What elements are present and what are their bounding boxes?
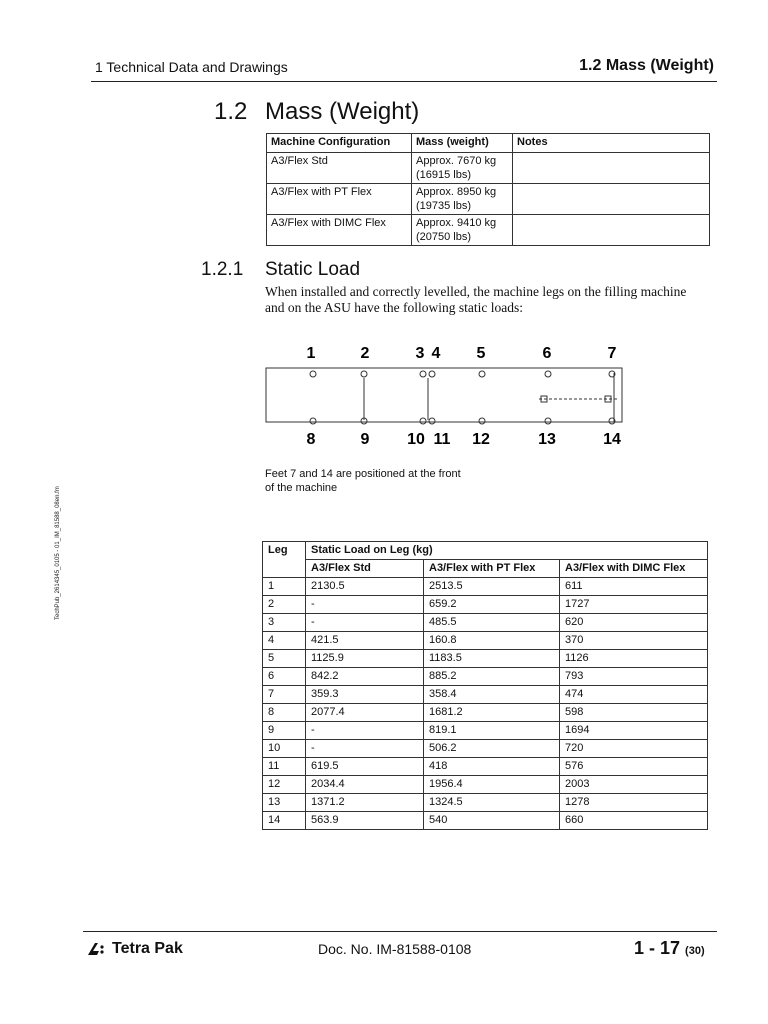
leg-label: 8 (306, 431, 316, 448)
leg-label: 5 (476, 345, 486, 362)
foot-marker (361, 371, 367, 377)
table-row (267, 215, 710, 246)
footer-divider (83, 931, 717, 932)
leg-label: 3 (415, 345, 425, 362)
header-section: 1.2 Mass (Weight) (579, 57, 714, 74)
section-title: Mass (Weight) (265, 98, 420, 125)
mass-cell: Approx. 7670 kg (16915 lbs) (412, 153, 513, 184)
column-header: Leg (263, 542, 306, 578)
leg-label: 14 (603, 431, 621, 448)
load-cell: 793 (560, 668, 708, 686)
leg-cell: 13 (263, 794, 306, 812)
column-group-header: Static Load on Leg (kg) (306, 542, 708, 560)
subsection-title: Static Load (265, 259, 361, 280)
foot-marker (479, 418, 485, 424)
machine-outline (266, 368, 622, 422)
load-cell: 576 (560, 758, 708, 776)
table-row (263, 812, 708, 830)
leg-label: 1 (306, 345, 316, 362)
config-cell: A3/Flex Std (267, 153, 412, 184)
page-number-value: 1 - 17 (634, 938, 681, 958)
load-cell: 2003 (560, 776, 708, 794)
load-cell: 720 (560, 740, 708, 758)
load-cell: 563.9 (306, 812, 424, 830)
load-cell: 1125.9 (306, 650, 424, 668)
table-row (263, 758, 708, 776)
load-cell: 418 (424, 758, 560, 776)
load-cell: 885.2 (424, 668, 560, 686)
subsection-number: 1.2.1 (201, 259, 244, 280)
load-cell: 1371.2 (306, 794, 424, 812)
leg-cell: 11 (263, 758, 306, 776)
leg-cell: 3 (263, 614, 306, 632)
load-cell: 2034.4 (306, 776, 424, 794)
load-cell: 358.4 (424, 686, 560, 704)
leg-cell: 4 (263, 632, 306, 650)
load-cell: 2077.4 (306, 704, 424, 722)
load-cell: 1278 (560, 794, 708, 812)
side-file-reference: TechPub_2614345_0105 - 01_IM_81588_08en.fm (55, 486, 61, 620)
notes-cell (513, 184, 710, 215)
leg-label: 10 (407, 431, 425, 448)
section-number: 1.2 (214, 98, 248, 125)
table-row (263, 668, 708, 686)
load-cell: 598 (560, 704, 708, 722)
leg-cell: 1 (263, 578, 306, 596)
load-cell: 1694 (560, 722, 708, 740)
load-cell: 842.2 (306, 668, 424, 686)
table-row (263, 776, 708, 794)
leg-label: 6 (542, 345, 552, 362)
tetra-pak-logo (86, 940, 183, 958)
load-cell: 506.2 (424, 740, 560, 758)
load-cell: 474 (560, 686, 708, 704)
table-row (267, 153, 710, 184)
load-cell: 1324.5 (424, 794, 560, 812)
table-row (267, 184, 710, 215)
brand-name: Tetra Pak (112, 940, 183, 957)
leg-cell: 10 (263, 740, 306, 758)
load-cell: 660 (560, 812, 708, 830)
diagram-caption: Feet 7 and 14 are positioned at the front of the machine (265, 468, 461, 494)
column-header: Notes (513, 134, 710, 153)
page-number (634, 938, 705, 959)
load-cell: 485.5 (424, 614, 560, 632)
load-cell: - (306, 740, 424, 758)
column-header: A3/Flex Std (306, 560, 424, 578)
table-row (263, 722, 708, 740)
load-cell: - (306, 722, 424, 740)
load-cell: 659.2 (424, 596, 560, 614)
table-row (263, 704, 708, 722)
foot-marker (545, 418, 551, 424)
mass-cell: Approx. 8950 kg (19735 lbs) (412, 184, 513, 215)
load-cell: 611 (560, 578, 708, 596)
load-cell: 2513.5 (424, 578, 560, 596)
foot-marker (420, 371, 426, 377)
header-divider (91, 81, 717, 82)
load-cell: 620 (560, 614, 708, 632)
foot-marker (545, 371, 551, 377)
header-chapter: 1 Technical Data and Drawings (95, 59, 288, 75)
tetra-pak-icon (86, 941, 108, 957)
foot-marker (429, 371, 435, 377)
load-cell: 160.8 (424, 632, 560, 650)
column-header: A3/Flex with DIMC Flex (560, 560, 708, 578)
document-number: Doc. No. IM-81588-0108 (318, 941, 472, 957)
foot-marker (429, 418, 435, 424)
leg-cell: 9 (263, 722, 306, 740)
leg-label: 4 (431, 345, 441, 362)
column-header: Mass (weight) (412, 134, 513, 153)
table-row (263, 632, 708, 650)
load-table-subheader (263, 560, 708, 578)
load-cell: 819.1 (424, 722, 560, 740)
foot-marker (310, 371, 316, 377)
table-row (263, 578, 708, 596)
table-row (263, 686, 708, 704)
leg-cell: 6 (263, 668, 306, 686)
load-cell: 2130.5 (306, 578, 424, 596)
leg-label: 9 (360, 431, 370, 448)
load-cell: 540 (424, 812, 560, 830)
column-header: Machine Configuration (267, 134, 412, 153)
intro-paragraph: When installed and correctly levelled, the machine legs on the filling machine and on the ASU have the following static loads: (265, 284, 687, 315)
leg-label: 12 (472, 431, 490, 448)
foot-marker (479, 371, 485, 377)
load-cell: 1727 (560, 596, 708, 614)
leg-cell: 7 (263, 686, 306, 704)
load-cell: 1956.4 (424, 776, 560, 794)
static-load-table (262, 541, 708, 830)
notes-cell (513, 215, 710, 246)
config-cell: A3/Flex with PT Flex (267, 184, 412, 215)
leg-cell: 2 (263, 596, 306, 614)
leg-label: 2 (360, 345, 370, 362)
leg-label: 7 (607, 345, 617, 362)
load-table-body (263, 578, 708, 830)
leg-cell: 14 (263, 812, 306, 830)
table-row (263, 596, 708, 614)
table-row (263, 650, 708, 668)
load-cell: 1126 (560, 650, 708, 668)
leg-label: 11 (433, 431, 451, 448)
load-cell: - (306, 614, 424, 632)
load-cell: 370 (560, 632, 708, 650)
load-cell: - (306, 596, 424, 614)
load-table-header (263, 542, 708, 560)
config-cell: A3/Flex with DIMC Flex (267, 215, 412, 246)
column-header: A3/Flex with PT Flex (424, 560, 560, 578)
leg-cell: 5 (263, 650, 306, 668)
foot-marker (420, 418, 426, 424)
notes-cell (513, 153, 710, 184)
mass-cell: Approx. 9410 kg (20750 lbs) (412, 215, 513, 246)
load-cell: 421.5 (306, 632, 424, 650)
foot-marker (310, 418, 316, 424)
leg-layout-diagram (265, 338, 635, 453)
page-total: (30) (685, 945, 705, 957)
leg-cell: 12 (263, 776, 306, 794)
load-cell: 359.3 (306, 686, 424, 704)
load-cell: 1183.5 (424, 650, 560, 668)
leg-cell: 8 (263, 704, 306, 722)
table-row (263, 794, 708, 812)
mass-table (266, 133, 710, 246)
mass-table-header (267, 134, 710, 153)
leg-label: 13 (538, 431, 556, 448)
table-row (263, 740, 708, 758)
load-cell: 619.5 (306, 758, 424, 776)
table-row (263, 614, 708, 632)
load-cell: 1681.2 (424, 704, 560, 722)
